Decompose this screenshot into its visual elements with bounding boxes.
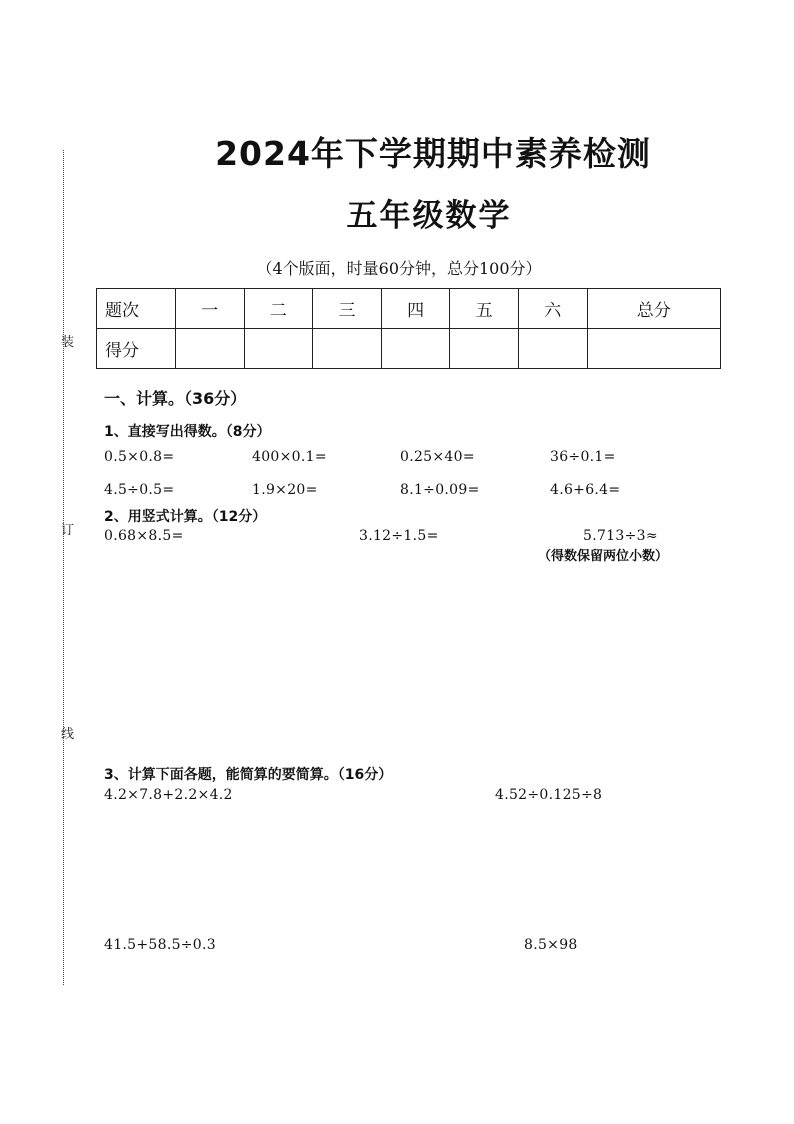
exam-title: 2024年下学期期中素养检测	[215, 134, 651, 173]
score-table	[96, 288, 721, 369]
score-cell-label: 题次	[97, 289, 176, 329]
q1-item: 400×0.1=	[252, 449, 327, 465]
score-cell-q1: 一	[176, 289, 245, 329]
score-input-q1[interactable]	[176, 329, 245, 369]
q3-item: 4.2×7.8+2.2×4.2	[104, 787, 233, 803]
q2-item: 5.713÷3≈	[583, 528, 658, 544]
score-cell-total: 总分	[587, 289, 720, 329]
q2-item: 3.12÷1.5=	[359, 528, 439, 544]
q1-item: 4.5÷0.5=	[104, 482, 175, 498]
binding-label-xian: 线	[61, 727, 75, 742]
score-cell-q5: 五	[450, 289, 519, 329]
q2-heading: 2、用竖式计算。（12分）	[104, 509, 267, 525]
binding-label-ding: 订	[61, 523, 75, 538]
score-table-score-row	[97, 329, 721, 369]
exam-subtitle: 五年级数学	[346, 198, 512, 234]
score-input-q6[interactable]	[518, 329, 587, 369]
score-input-q2[interactable]	[244, 329, 313, 369]
score-row-label: 得分	[97, 329, 176, 369]
score-cell-q6: 六	[518, 289, 587, 329]
q3-heading: 3、计算下面各题，能简算的要简算。（16分）	[104, 767, 393, 783]
score-input-q5[interactable]	[450, 329, 519, 369]
exam-note: （4个版面，时量60分钟，总分100分）	[256, 259, 542, 278]
binding-label-zhuang: 装	[61, 335, 75, 350]
q2-rounding-hint: （得数保留两位小数）	[538, 549, 669, 564]
q1-item: 1.9×20=	[252, 482, 318, 498]
q1-item: 36÷0.1=	[550, 449, 616, 465]
section1-heading: 一、计算。（36分）	[104, 389, 247, 408]
q3-item: 4.52÷0.125÷8	[495, 787, 603, 803]
q1-item: 4.6+6.4=	[550, 482, 621, 498]
q2-item: 0.68×8.5=	[104, 528, 184, 544]
q1-item: 0.5×0.8=	[104, 449, 175, 465]
score-input-total[interactable]	[587, 329, 720, 369]
score-input-q3[interactable]	[313, 329, 382, 369]
score-table-header-row	[97, 289, 721, 329]
q1-item: 0.25×40=	[400, 449, 475, 465]
score-cell-q2: 二	[244, 289, 313, 329]
q1-item: 8.1÷0.09=	[400, 482, 480, 498]
score-cell-q4: 四	[381, 289, 450, 329]
q3-item: 41.5+58.5÷0.3	[104, 937, 216, 953]
q1-heading: 1、直接写出得数。（8分）	[104, 424, 271, 440]
q3-item: 8.5×98	[524, 937, 578, 953]
score-input-q4[interactable]	[381, 329, 450, 369]
score-cell-q3: 三	[313, 289, 382, 329]
